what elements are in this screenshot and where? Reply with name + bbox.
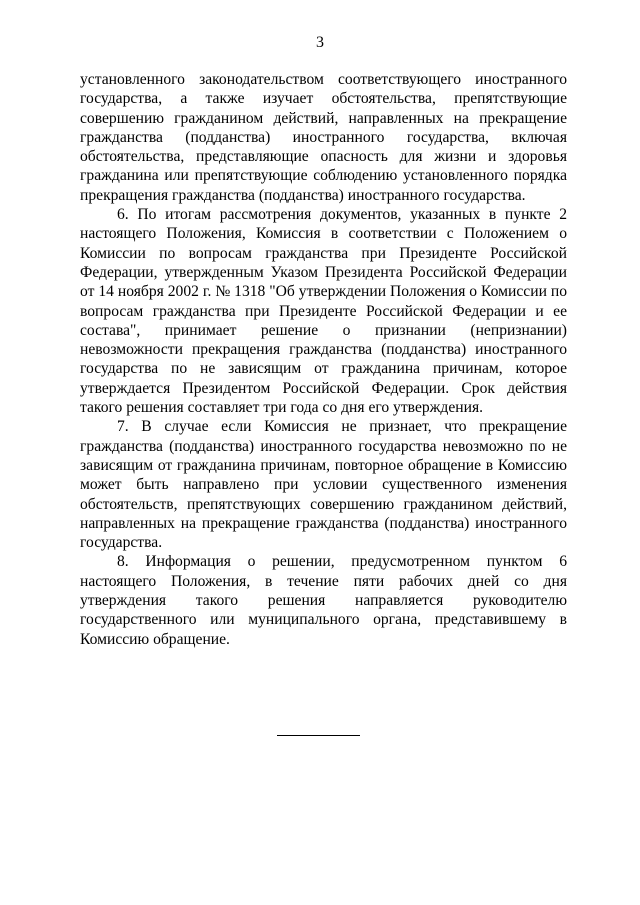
document-body	[80, 70, 567, 649]
page-number: 3	[316, 34, 324, 51]
paragraph-item-7: 7. В случае если Комиссия не признает, что прекращение гражданства (подданства) иностранного государства невозможно по не зависящим от гражданина причинам, повторное обращение в Комиссию может быть направлено при условии существенного изменения обстоятельств, препятствующих совершению гражданином действий, направленных на прекращение гражданства (подданства) иностранного государства.	[80, 418, 567, 552]
end-of-document-rule	[277, 735, 360, 736]
paragraph-continuation: установленного законодательством соответствующего иностранного государства, а также изучает обстоятельства, препятствующие совершению гражданином действий, направленных на прекращение гражданства (подданства) иностранного государства, включая обстоятельства, представляющие опасность для жизни и здоровья гражданина или препятствующие соблюдению установленного порядка прекращения гражданства (подданства) иностранного государства.	[80, 71, 567, 204]
paragraph-item-6: 6. По итогам рассмотрения документов, указанных в пункте 2 настоящего Положения, Комиссия в соответствии с Положением о Комиссии по вопросам гражданства при Президенте Российской Федерации, утвержденным Указом Президента Российской Федерации от 14 ноября 2002 г. № 1318 "Об утверждении Положения о Комиссии по вопросам гражданства при Президенте Российской Федерации и ее состава", принимает решение о признании (непризнании) невозможности прекращения гражданства (подданства) иностранного государства по не зависящим от гражданина причинам, которое утверждается Президентом Российской Федерации. Срок действия такого решения составляет три года со дня его утверждения.	[80, 206, 567, 417]
paragraph-item-8: 8. Информация о решении, предусмотренном пунктом 6 настоящего Положения, в течение пяти рабочих дней со дня утверждения такого решения направляется руководителю государственного или муниципального органа, представившему в Комиссию обращение.	[80, 553, 567, 648]
